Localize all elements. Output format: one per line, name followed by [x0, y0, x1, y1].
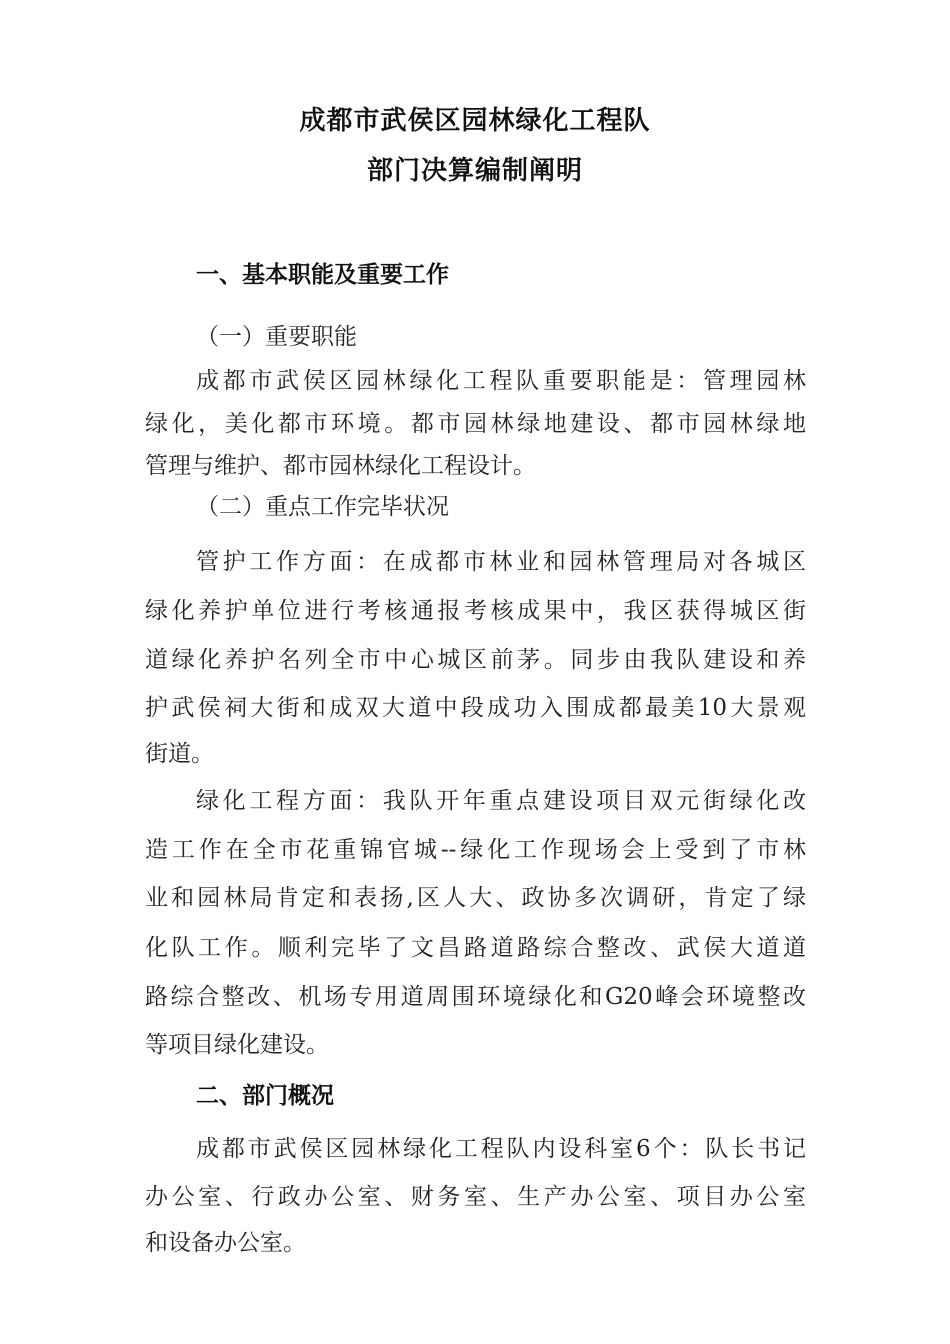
section1-heading: 一、基本职能及重要工作 [196, 262, 449, 288]
paragraph-line: 业和园林局肯定和表扬,区人大、政协多次调研，肯定了绿 [145, 885, 806, 911]
subsection1-heading: （一）重要职能 [196, 324, 357, 350]
paragraph-line: 管理与维护、都市园林绿化工程设计。 [145, 453, 536, 479]
document-title-line1: 成都市武侯区园林绿化工程队 [299, 106, 651, 136]
subsection2-heading: （二）重点工作完毕状况 [196, 494, 449, 520]
paragraph-line: 等项目绿化建设。 [145, 1032, 329, 1058]
paragraph-line: 和设备办公室。 [145, 1230, 306, 1256]
paragraph-line: 绿化养护单位进行考核通报考核成果中，我区获得城区街 [145, 598, 806, 624]
paragraph-line: 绿化，美化都市环境。都市园林绿地建设、都市园林绿地 [145, 411, 806, 437]
document-title-line2: 部门决算编制阐明 [366, 156, 583, 186]
paragraph-line: 道绿化养护名列全市中心城区前茅。同步由我队建设和养 [145, 647, 806, 673]
paragraph-line: 绿化工程方面：我队开年重点建设项目双元街绿化改 [196, 788, 806, 814]
paragraph-line: 街道。 [145, 741, 214, 767]
paragraph-line: 成都市武侯区园林绿化工程队内设科室6个：队长书记 [196, 1136, 806, 1162]
paragraph-line: 路综合整改、机场专用道周围环境绿化和G20峰会环境整改 [145, 984, 806, 1010]
paragraph-line: 造工作在全市花重锦官城--绿化工作现场会上受到了市林 [145, 837, 806, 863]
paragraph-line: 办公室、行政办公室、财务室、生产办公室、项目办公室 [145, 1184, 806, 1210]
paragraph-line: 成都市武侯区园林绿化工程队重要职能是：管理园林 [196, 368, 806, 394]
paragraph-line: 管护工作方面：在成都市林业和园林管理局对各城区 [196, 549, 806, 575]
section2-heading: 二、部门概况 [196, 1083, 334, 1109]
paragraph-line: 护武侯祠大街和成双大道中段成功入围成都最美10大景观 [145, 695, 806, 721]
paragraph-line: 化队工作。顺利完毕了文昌路道路综合整改、武侯大道道 [145, 935, 806, 961]
